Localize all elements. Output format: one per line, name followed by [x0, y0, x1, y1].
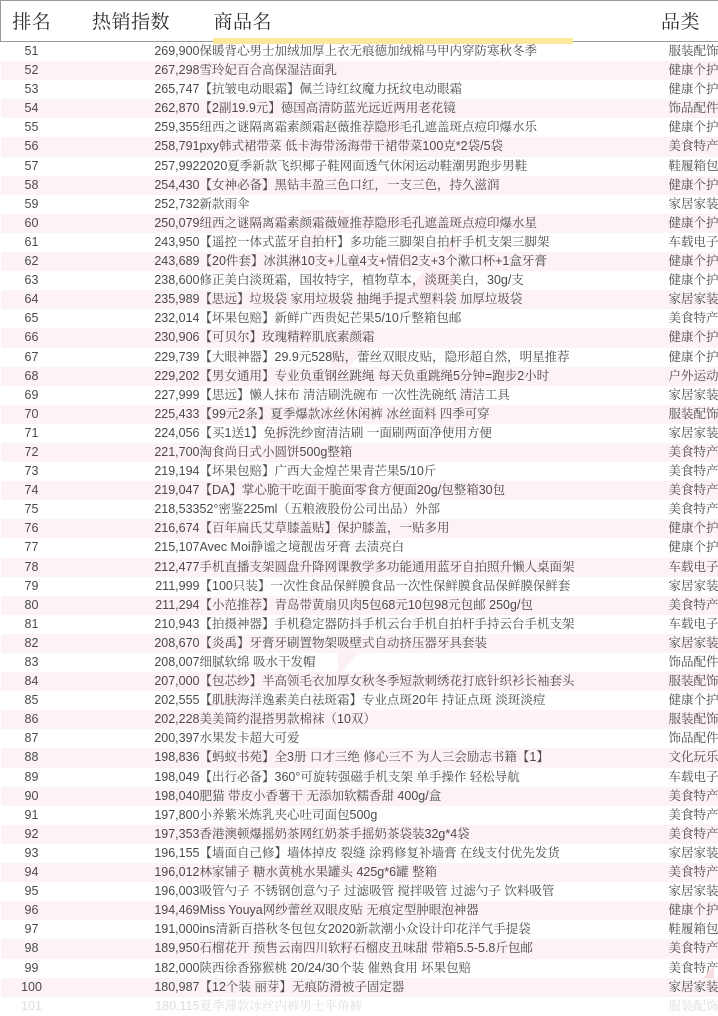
cell-category: 服装配饰 [599, 997, 718, 1016]
cell-category: 健康个护 [599, 348, 718, 367]
cell-rank: 54 [1, 99, 63, 118]
cell-category: 美食特产 [599, 137, 718, 156]
cell-product-name: 陕西徐香猕猴桃 20/24/30个装 催熟食用 坏果包赔 [200, 959, 599, 978]
table-body [1, 42, 718, 1016]
cell-product-name: 【蚂蚁书苑】全3册 口才三绝 修心三不 为人三会励志书籍【1】 [200, 748, 599, 767]
cell-category: 美食特产 [599, 481, 718, 500]
cell-category: 饰品配件 [599, 653, 718, 672]
table-row[interactable] [1, 157, 718, 176]
table-row[interactable] [1, 137, 718, 156]
column-header-category[interactable]: 品类 [599, 1, 718, 42]
cell-hot-index: 208,670 [63, 634, 200, 653]
cell-product-name: 【出行必备】360°可旋转强磁手机支架 单手操作 轻松导航 [200, 768, 599, 787]
table-row[interactable] [1, 271, 718, 290]
cell-category: 家居家装 [599, 882, 718, 901]
table-row[interactable] [1, 252, 718, 271]
cell-hot-index: 180,987 [63, 978, 200, 997]
table-row[interactable] [1, 577, 718, 596]
table-row[interactable] [1, 672, 718, 691]
cell-category: 美食特产 [599, 309, 718, 328]
cell-hot-index: 259,355 [63, 118, 200, 137]
cell-hot-index: 200,397 [63, 729, 200, 748]
cell-category: 美食特产 [599, 500, 718, 519]
cell-category: 服装配饰 [599, 710, 718, 729]
cell-category: 健康个护 [599, 691, 718, 710]
table-row[interactable] [1, 787, 718, 806]
table-row[interactable] [1, 901, 718, 920]
table-row[interactable] [1, 443, 718, 462]
cell-product-name: 【2副19.9元】德国高清防蓝光远近两用老花镜 [200, 99, 599, 118]
table-row[interactable] [1, 367, 718, 386]
cell-hot-index: 197,353 [63, 825, 200, 844]
cell-rank: 86 [1, 710, 63, 729]
cell-product-name: 【女神必备】黑钻丰盈三色口红，一支三色，持久滋润 [200, 176, 599, 195]
cell-hot-index: 254,430 [63, 176, 200, 195]
cell-hot-index: 211,999 [63, 577, 200, 596]
cell-product-name: Avec Moi静谧之境靓齿牙膏 去渍亮白 [200, 538, 599, 557]
table-row[interactable] [1, 920, 718, 939]
cell-category: 健康个护 [599, 538, 718, 557]
cell-category: 车载电子 [599, 768, 718, 787]
table-row[interactable] [1, 825, 718, 844]
cell-hot-index: 221,700 [63, 443, 200, 462]
cell-hot-index: 196,003 [63, 882, 200, 901]
cell-hot-index: 202,555 [63, 691, 200, 710]
cell-rank: 93 [1, 844, 63, 863]
table-row[interactable] [1, 290, 718, 309]
cell-product-name: 【小范推荐】青岛带黄扇贝肉5包68元10包98元包邮 250g/包 [200, 596, 599, 615]
cell-category: 文化玩乐 [599, 748, 718, 767]
table-row[interactable] [1, 691, 718, 710]
cell-rank: 75 [1, 500, 63, 519]
cell-category: 健康个护 [599, 61, 718, 80]
table-row[interactable] [1, 99, 718, 118]
cell-rank: 53 [1, 80, 63, 99]
cell-category: 家居家装 [599, 386, 718, 405]
cell-product-name: 【99元2条】夏季爆款冰丝休闲裤 冰丝面料 四季可穿 [200, 405, 599, 424]
table-row[interactable] [1, 462, 718, 481]
cell-rank: 70 [1, 405, 63, 424]
table-row[interactable] [1, 538, 718, 557]
cell-rank: 73 [1, 462, 63, 481]
cell-category: 美食特产 [599, 462, 718, 481]
cell-category: 车载电子 [599, 233, 718, 252]
cell-rank: 72 [1, 443, 63, 462]
cell-hot-index: 262,870 [63, 99, 200, 118]
cell-hot-index: 257,992 [63, 157, 200, 176]
cell-hot-index: 198,836 [63, 748, 200, 767]
cell-rank: 77 [1, 538, 63, 557]
table-row[interactable] [1, 405, 718, 424]
cell-hot-index: 218,533 [63, 500, 200, 519]
cell-category: 鞋履箱包 [599, 920, 718, 939]
cell-rank: 89 [1, 768, 63, 787]
cell-hot-index: 238,600 [63, 271, 200, 290]
cell-rank: 67 [1, 348, 63, 367]
cell-rank: 65 [1, 309, 63, 328]
cell-rank: 59 [1, 195, 63, 214]
table-row[interactable] [1, 596, 718, 615]
cell-hot-index: 229,202 [63, 367, 200, 386]
cell-hot-index: 194,469 [63, 901, 200, 920]
cell-hot-index: 243,950 [63, 233, 200, 252]
cell-rank: 82 [1, 634, 63, 653]
cell-category: 家居家装 [599, 577, 718, 596]
cell-category: 健康个护 [599, 214, 718, 233]
cell-rank: 94 [1, 863, 63, 882]
table-header [1, 1, 718, 42]
cell-product-name: 【20件套】冰淇淋10支+儿童4支+情侣2支+3个漱口杯+1盒牙膏 [200, 252, 599, 271]
cell-rank: 98 [1, 939, 63, 958]
cell-rank: 92 [1, 825, 63, 844]
cell-rank: 90 [1, 787, 63, 806]
cell-rank: 64 [1, 290, 63, 309]
cell-product-name: 细腻软绵 吸水干发帽 [200, 653, 599, 672]
cell-category: 饰品配件 [599, 729, 718, 748]
cell-hot-index: 250,079 [63, 214, 200, 233]
cell-product-name: 【炎禹】牙膏牙刷置物架吸壁式自动挤压器牙具套装 [200, 634, 599, 653]
table-row[interactable] [1, 710, 718, 729]
cell-category: 美食特产 [599, 787, 718, 806]
cell-product-name: 52°密鉴225ml（五粮液股份公司出品）外部 [200, 500, 599, 519]
cell-category: 车载电子 [599, 615, 718, 634]
table-row[interactable] [1, 729, 718, 748]
table-row[interactable] [1, 500, 718, 519]
cell-product-name: 手机直播支架圆盘升降网课教学多功能通用蓝牙自拍照升懒人桌面架 [200, 558, 599, 577]
cell-rank: 68 [1, 367, 63, 386]
cell-product-name: 【坏果包赔】广西大金煌芒果青芒果5/10斤 [200, 462, 599, 481]
cell-rank: 101 [1, 997, 63, 1016]
cell-hot-index: 215,107 [63, 538, 200, 557]
cell-category: 健康个护 [599, 252, 718, 271]
cell-rank: 69 [1, 386, 63, 405]
column-highlight-bar [213, 38, 573, 44]
cell-hot-index: 227,999 [63, 386, 200, 405]
cell-product-name: 纽西之谜隔离霜素颜霜赵薇推荐隐形毛孔遮盖斑点痘印爆水乐 [200, 118, 599, 137]
cell-hot-index: 232,014 [63, 309, 200, 328]
table-row[interactable] [1, 42, 718, 62]
cell-rank: 84 [1, 672, 63, 691]
cell-hot-index: 219,194 [63, 462, 200, 481]
table-header-row [1, 1, 718, 42]
cell-product-name: 【拍摄神器】手机稳定器防抖手机云台手机自拍杆手持云台手机支架 [200, 615, 599, 634]
table-row[interactable] [1, 519, 718, 538]
cell-hot-index: 219,047 [63, 481, 200, 500]
cell-hot-index: 210,943 [63, 615, 200, 634]
cell-category: 服装配饰 [599, 672, 718, 691]
cell-hot-index: 258,791 [63, 137, 200, 156]
table-row[interactable] [1, 176, 718, 195]
cell-rank: 58 [1, 176, 63, 195]
cell-rank: 51 [1, 42, 63, 62]
cell-product-name: 【思远】垃圾袋 家用垃圾袋 抽绳手提式塑料袋 加厚垃圾袋 [200, 290, 599, 309]
cell-hot-index: 252,732 [63, 195, 200, 214]
cell-product-name: 2020夏季新款飞织椰子鞋网面透气休闲运动鞋潮男跑步男鞋 [200, 157, 599, 176]
cell-category: 健康个护 [599, 176, 718, 195]
cell-hot-index: 198,040 [63, 787, 200, 806]
cell-rank: 60 [1, 214, 63, 233]
table-row[interactable] [1, 558, 718, 577]
cell-rank: 100 [1, 978, 63, 997]
cell-rank: 95 [1, 882, 63, 901]
table-row[interactable] [1, 844, 718, 863]
cell-rank: 61 [1, 233, 63, 252]
cell-product-name: 【墙面自己修】墙体掉皮 裂缝 涂鸦修复补墙膏 在线支付优先发货 [200, 844, 599, 863]
cell-category: 健康个护 [599, 118, 718, 137]
cell-rank: 80 [1, 596, 63, 615]
cell-category: 健康个护 [599, 80, 718, 99]
cell-hot-index: 208,007 [63, 653, 200, 672]
cell-rank: 97 [1, 920, 63, 939]
cell-hot-index: 202,228 [63, 710, 200, 729]
table-row[interactable] [1, 768, 718, 787]
cell-rank: 62 [1, 252, 63, 271]
cell-product-name: 【坏果包赔】新鲜广西贵妃芒果5/10斤整箱包邮 [200, 309, 599, 328]
cell-hot-index: 207,000 [63, 672, 200, 691]
cell-category: 服装配饰 [599, 405, 718, 424]
cell-category: 健康个护 [599, 271, 718, 290]
table-row[interactable] [1, 233, 718, 252]
cell-hot-index: 265,747 [63, 80, 200, 99]
table-row[interactable] [1, 939, 718, 958]
cell-rank: 91 [1, 806, 63, 825]
cell-hot-index: 182,000 [63, 959, 200, 978]
table-row[interactable] [1, 424, 718, 443]
table-row[interactable] [1, 863, 718, 882]
cell-rank: 57 [1, 157, 63, 176]
cell-category: 鞋履箱包 [599, 157, 718, 176]
cell-hot-index: 224,056 [63, 424, 200, 443]
cell-category: 家居家装 [599, 290, 718, 309]
cell-product-name: 淘食尚日式小圆饼500g整箱 [200, 443, 599, 462]
cell-product-name: 【遥控一体式蓝牙自拍杆】多功能三脚架自拍杆手机支架三脚架 [200, 233, 599, 252]
cell-hot-index: 196,012 [63, 863, 200, 882]
cell-hot-index: 230,906 [63, 328, 200, 347]
cell-product-name: 香港澳顿爆摇奶茶网红奶茶手摇奶茶袋装32g*4袋 [200, 825, 599, 844]
cell-product-name: 夏季薄款冰丝内裤男士平角裤 [200, 997, 599, 1016]
table-row[interactable] [1, 481, 718, 500]
cell-category: 车载电子 [599, 558, 718, 577]
cell-product-name: 石榴花开 预售云南四川软籽石榴皮丑味甜 带箱5.5-5.8斤包邮 [200, 939, 599, 958]
cell-product-name: ins清新百搭秋冬包包女2020新款潮小众设计印花洋气手提袋 [200, 920, 599, 939]
cell-rank: 56 [1, 137, 63, 156]
cell-category: 健康个护 [599, 901, 718, 920]
cell-category: 美食特产 [599, 825, 718, 844]
table-row[interactable] [1, 653, 718, 672]
table-row[interactable] [1, 348, 718, 367]
cell-rank: 79 [1, 577, 63, 596]
cell-product-name: 水果发卡超大可爱 [200, 729, 599, 748]
cell-rank: 76 [1, 519, 63, 538]
cell-rank: 63 [1, 271, 63, 290]
cell-product-name: 美美简约混搭男款棉袜（10双） [200, 710, 599, 729]
column-header-rank[interactable]: 排名 [1, 1, 63, 42]
table-row[interactable] [1, 328, 718, 347]
cell-rank: 71 [1, 424, 63, 443]
cell-product-name: 【百年扁氏艾草膝盖贴】保护膝盖，一贴多用 [200, 519, 599, 538]
cell-rank: 83 [1, 653, 63, 672]
cell-product-name: pxy韩式裙带菜 低卡海带汤海带干裙带菜100克*2袋/5袋 [200, 137, 599, 156]
cell-hot-index: 191,000 [63, 920, 200, 939]
cell-product-name: 纽西之谜隔离霜素颜霜薇娅推荐隐形毛孔遮盖斑点痘印爆水星 [200, 214, 599, 233]
cell-hot-index: 198,049 [63, 768, 200, 787]
table-row[interactable] [1, 806, 718, 825]
cell-category: 户外运动 [599, 367, 718, 386]
cell-category: 美食特产 [599, 939, 718, 958]
cell-category: 健康个护 [599, 328, 718, 347]
cell-product-name: 林家铺子 糖水黄桃水果罐头 425g*6罐 整箱 [200, 863, 599, 882]
cell-category: 家居家装 [599, 424, 718, 443]
cell-rank: 52 [1, 61, 63, 80]
cell-rank: 66 [1, 328, 63, 347]
cell-category: 家居家装 [599, 978, 718, 997]
cell-rank: 85 [1, 691, 63, 710]
cell-rank: 96 [1, 901, 63, 920]
cell-hot-index: 235,989 [63, 290, 200, 309]
cell-category: 家居家装 [599, 844, 718, 863]
cell-hot-index: 212,477 [63, 558, 200, 577]
cell-rank: 99 [1, 959, 63, 978]
cell-product-name: 【12个装 丽芽】无痕防滑被子固定器 [200, 978, 599, 997]
cell-rank: 87 [1, 729, 63, 748]
cell-product-name: 【100只装】一次性食品保鲜膜食品一次性保鲜膜食品保鲜膜保鲜套 [200, 577, 599, 596]
cell-hot-index: 229,739 [63, 348, 200, 367]
cell-product-name: 【抗皱电动眼霜】佩兰诗红纹魔力抚纹电动眼霜 [200, 80, 599, 99]
cell-hot-index: 196,155 [63, 844, 200, 863]
cell-category: 美食特产 [599, 806, 718, 825]
table-row[interactable] [1, 634, 718, 653]
cell-category: 饰品配件 [599, 99, 718, 118]
table-row[interactable] [1, 214, 718, 233]
cell-hot-index: 216,674 [63, 519, 200, 538]
cell-product-name: 【买1送1】免拆洗纱窗清洁刷 一面刷两面净使用方便 [200, 424, 599, 443]
cell-product-name: 【可贝尔】玫瑰精粹肌底素颜霜 [200, 328, 599, 347]
cell-product-name: 【包芯纱】半高领毛衣加厚女秋冬季短款刺绣花打底针织衫长袖套头 [200, 672, 599, 691]
cell-hot-index: 189,950 [63, 939, 200, 958]
cell-hot-index: 197,800 [63, 806, 200, 825]
table-row[interactable] [1, 118, 718, 137]
cell-product-name: 新款雨伞 [200, 195, 599, 214]
cell-rank: 78 [1, 558, 63, 577]
cell-product-name: 雪玲妃百合高保湿洁面乳 [200, 61, 599, 80]
cell-product-name: 【思远】懒人抹布 清洁刷洗碗布 一次性洗碗纸 清洁工具 [200, 386, 599, 405]
cell-category: 家居家装 [599, 634, 718, 653]
cell-hot-index: 211,294 [63, 596, 200, 615]
cell-product-name: Miss Youya网纱蕾丝双眼皮贴 无痕定型肿眼泡神器 [200, 901, 599, 920]
cell-product-name: 保暖背心男士加绒加厚上衣无痕德加绒棉马甲内穿防寒秋冬季 [200, 42, 599, 62]
table-row[interactable] [1, 386, 718, 405]
cell-hot-index: 269,900 [63, 42, 200, 62]
cell-rank: 55 [1, 118, 63, 137]
table-row[interactable] [1, 978, 718, 997]
cell-category: 美食特产 [599, 959, 718, 978]
cell-rank: 88 [1, 748, 63, 767]
cell-hot-index: 267,298 [63, 61, 200, 80]
cell-product-name: 小养紫米炼乳夹心吐司面包500g [200, 806, 599, 825]
cell-category: 美食特产 [599, 596, 718, 615]
table-row[interactable] [1, 61, 718, 80]
column-header-index[interactable]: 热销指数 [63, 1, 200, 42]
cell-hot-index: 225,433 [63, 405, 200, 424]
cell-product-name: 吸管勺子 不锈钢创意勺子 过滤吸管 搅拌吸管 过滤勺子 饮料吸管 [200, 882, 599, 901]
cell-product-name: 【DA】掌心脆干吃面干脆面零食方便面20g/包整箱30包 [200, 481, 599, 500]
cell-category: 健康个护 [599, 519, 718, 538]
cell-hot-index: 243,689 [63, 252, 200, 271]
cell-rank: 81 [1, 615, 63, 634]
table-row[interactable] [1, 80, 718, 99]
cell-rank: 74 [1, 481, 63, 500]
cell-category: 服装配饰 [599, 42, 718, 62]
column-header-name[interactable]: 商品名 [200, 1, 599, 42]
table-row[interactable] [1, 882, 718, 901]
cell-category: 家居家装 [599, 195, 718, 214]
cell-hot-index: 180,115 [63, 997, 200, 1016]
table-row[interactable] [1, 615, 718, 634]
cell-product-name: 【大眼神器】29.9元528贴，蕾丝双眼皮贴，隐形超自然，明星推荐 [200, 348, 599, 367]
cell-category: 美食特产 [599, 863, 718, 882]
cell-product-name: 修正美白淡斑霜，国妆特字，植物草本，淡斑美白，30g/支 [200, 271, 599, 290]
table-row[interactable] [1, 309, 718, 328]
table-row[interactable] [1, 748, 718, 767]
cell-product-name: 【男女通用】专业负重钢丝跳绳 每天负重跳绳5分钟=跑步2小时 [200, 367, 599, 386]
cell-product-name: 肥猫 带皮小香薯干 无添加软糯香甜 400g/盒 [200, 787, 599, 806]
cell-product-name: 【肌肤海洋逸素美白祛斑霜】专业点斑20年 持证点斑 淡斑淡痘 [200, 691, 599, 710]
cell-category: 美食特产 [599, 443, 718, 462]
table-row[interactable] [1, 195, 718, 214]
table-row[interactable] [1, 959, 718, 978]
